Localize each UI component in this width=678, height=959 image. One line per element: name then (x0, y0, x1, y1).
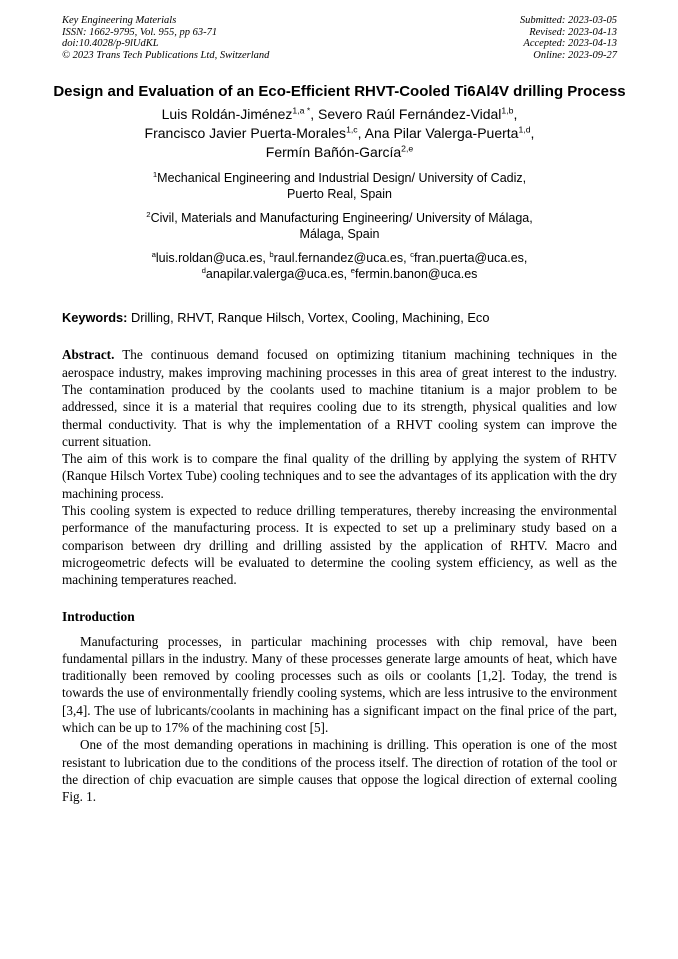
author-line: Luis Roldán-Jiménez$^{1,a *}$, Severo Raúl Fernández-Vidal$^{1,b}$, (161, 105, 518, 123)
affiliation-1 (62, 170, 617, 202)
submission-date-line: Online: 2023-09-27 (533, 49, 617, 61)
introduction-paragraphs (62, 633, 617, 806)
abstract-paragraph: The aim of this work is to compare the final quality of the drilling by applying the system of RHTV (Ranque Hilsch Vortex Tube) cooling techniques and to see the advantages of its application with the dry machining process. (62, 451, 617, 501)
submission-dates (520, 15, 617, 61)
journal-info-line: doi:10.4028/p-9lUdKL (62, 38, 159, 50)
journal-info (62, 15, 269, 61)
author-emails (62, 250, 617, 282)
abstract-paragraph: This cooling system is expected to reduce drilling temperatures, thereby increasing the environmental performance of the manufacturing process. It is expected to set up a preliminary study based on a comparison between dry drilling and drilling assisted by the application of RHTV. Macro and microgeometric defects will be evaluated to determine the cooling system efficiency, as well as the machining temperatures reached. (62, 503, 617, 588)
abstract-paragraphs (62, 450, 617, 588)
introduction-paragraph: Manufacturing processes, in particular machining processes with chip removal, have been fundamental pillars in the industry. Many of these processes generate large amounts of heat, which have traditionally been removed by cooling processes such as oils or coolants [1,2]. Today, the trend is towards the use of environmentally friendly cooling systems, which are less intrusive to the environment [3,4]. The use of lubricants/coolants in machining has a significant impact on the final price of the part, which can be up to 17% of the machining cost [5]. (62, 633, 617, 736)
affiliation-line: Puerto Real, Spain (287, 187, 392, 202)
introduction-paragraph: One of the most demanding operations in machining is drilling. This operation is one of the most resistant to lubrication due to the conditions of the process itself. The direction of rotation of the tool or the direction of chip evacuation are simple causes that oppose the logical direction of external cooling Fig. 1. (62, 737, 617, 805)
submission-date-line: Submitted: 2023-03-05 (519, 15, 617, 26)
abstract-lead-paragraph (62, 346, 617, 450)
affiliation-line: Málaga, Spain (299, 227, 380, 242)
journal-info-line: ISSN: 1662-9795, Vol. 955, pp 63-71 (62, 26, 218, 38)
author-list (62, 105, 617, 162)
affiliation-line: $^1$Mechanical Engineering and Industrial Design/ University of Cadiz, (152, 170, 527, 186)
abstract-lead-text: The continuous demand focused on optimizing titanium machining techniques in the aerospace industry, makes improving machining processes in this area of great interest to the industry. The contamination produced by the coolants used to machine titanium is a major problem to be addressed, since it is a material that requires cooling due to its strength, physical qualities and low thermal conductivity. That is why the implementation of a RHVT cooling system can improve the current situation. (62, 347, 617, 449)
affiliation-line: $^2$Civil, Materials and Manufacturing Engineering/ University of Málaga, (146, 210, 533, 226)
keywords-line (62, 310, 617, 326)
submission-date-line: Revised: 2023-04-13 (529, 26, 617, 38)
abstract-section (62, 346, 617, 588)
introduction-heading: Introduction (62, 608, 135, 624)
keywords-label: Keywords: (62, 310, 128, 326)
author-line: Francisco Javier Puerta-Morales$^{1,c}$, Ana Pilar Valerga-Puerta$^{1,d}$, (144, 124, 535, 142)
abstract-label: Abstract. (62, 347, 115, 363)
journal-info-line: Key Engineering Materials (62, 15, 177, 26)
author-line: Fermín Bañón-García$^{2,e}$ (265, 143, 414, 161)
paper-title: Design and Evaluation of an Eco-Efficient RHVT-Cooled Ti6Al4V drilling Process (53, 83, 626, 101)
journal-info-line: © 2023 Trans Tech Publications Ltd, Switzerland (62, 49, 270, 61)
email-line: $^a$luis.roldan@uca.es, $^b$raul.fernandez@uca.es, $^c$fran.puerta@uca.es, (151, 250, 528, 266)
affiliation-2 (62, 210, 617, 242)
page-header (62, 15, 617, 61)
email-line: $^d$anapilar.valerga@uca.es, $^e$fermin.banon@uca.es (201, 266, 478, 282)
submission-date-line: Accepted: 2023-04-13 (523, 38, 617, 50)
keywords-text: Drilling, RHVT, Ranque Hilsch, Vortex, Cooling, Machining, Eco (127, 310, 490, 326)
